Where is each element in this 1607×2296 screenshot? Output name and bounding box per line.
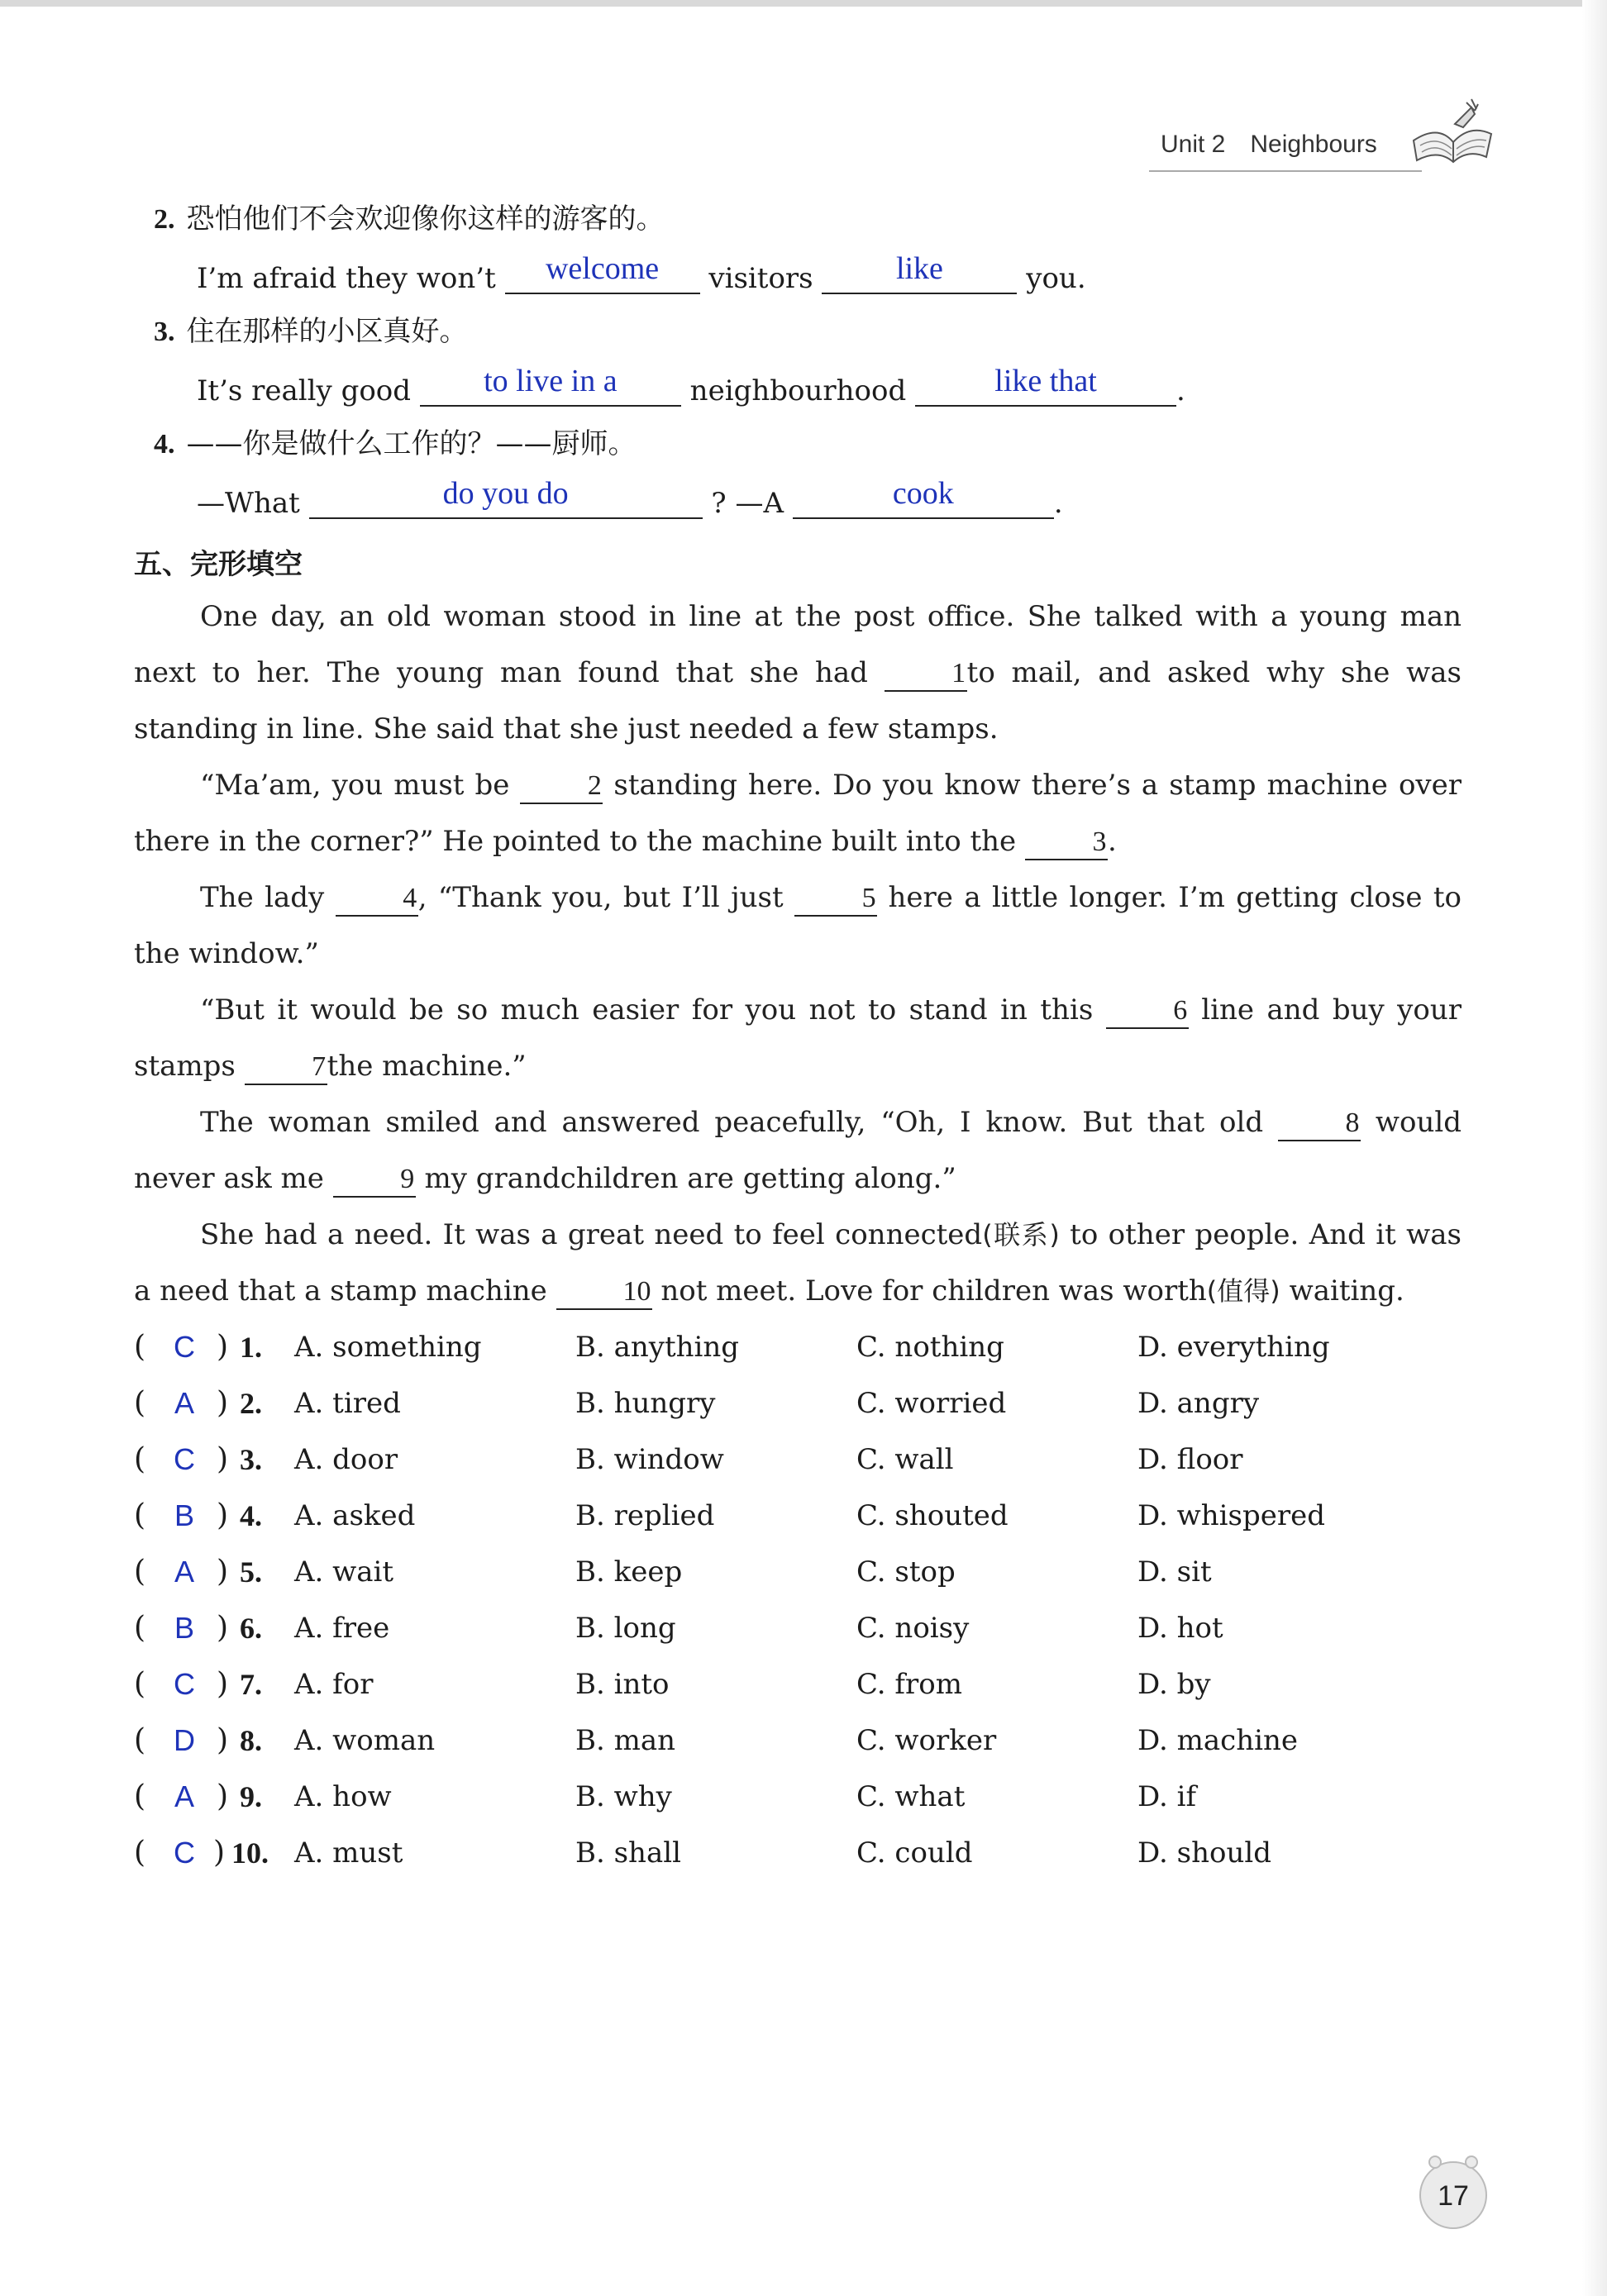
option-c[interactable]: C. worker [856, 1724, 997, 1757]
question-number: 2. [240, 1387, 262, 1420]
passage-paragraph-3: The lady 4, “Thank you, but I’ll just 5 here a little longer. I’m getting close to the window.” [134, 881, 1462, 970]
question-row: ( C ) 3. A. door B. window C. wall D. floor [134, 1435, 1457, 1484]
cloze-blank-6: 6 [1106, 994, 1189, 1029]
header-rule [1149, 170, 1422, 172]
option-b[interactable]: B. anything [575, 1331, 740, 1364]
option-a[interactable]: A. for [294, 1668, 374, 1701]
question-number: 1. [240, 1331, 262, 1364]
cloze-blank-3: 3 [1025, 826, 1108, 860]
option-b[interactable]: B. replied [575, 1499, 715, 1532]
translation-item-3-prompt: 3. 住在那样的小区真好。 [154, 315, 468, 348]
option-d[interactable]: D. by [1137, 1668, 1211, 1701]
scan-right-edge [1582, 0, 1607, 2296]
question-number: 6. [240, 1612, 262, 1645]
option-b[interactable]: B. man [575, 1724, 676, 1757]
option-d[interactable]: D. hot [1137, 1612, 1223, 1645]
option-d[interactable]: D. floor [1137, 1443, 1243, 1476]
open-book-icon [1405, 91, 1496, 174]
question-row: ( A ) 5. A. wait B. keep C. stop D. sit [134, 1547, 1457, 1597]
answer-blank[interactable] [793, 476, 1054, 519]
option-c[interactable]: C. what [856, 1780, 966, 1813]
option-b[interactable]: B. keep [575, 1555, 683, 1589]
option-b[interactable]: B. shall [575, 1836, 681, 1870]
unit-title: Neighbours [1250, 131, 1377, 158]
handwritten-answer: cook [892, 476, 954, 511]
option-b[interactable]: B. long [575, 1612, 676, 1645]
cloze-blank-10: 10 [556, 1275, 652, 1310]
passage-paragraph-2: “Ma’am, you must be 2 standing here. Do you know there’s a stamp machine over there in the corner?” He pointed to the machine built into the 3. [134, 757, 1462, 869]
option-d[interactable]: D. machine [1137, 1724, 1299, 1757]
question-number: 9. [240, 1780, 262, 1813]
handwritten-answer: like [895, 251, 943, 286]
passage-paragraph-1: One day, an old woman stood in line at the post office. She talked with a young man next to her. The young man found that she had 1to mail, and asked why she was standing in line. She said that she just needed a few stamps. [134, 600, 1462, 745]
question-row: ( C ) 10. A. must B. shall C. could D. should [134, 1828, 1457, 1878]
option-c[interactable]: C. wall [856, 1443, 954, 1476]
cloze-blank-5: 5 [794, 882, 877, 917]
question-number: 5. [240, 1555, 262, 1589]
question-number: 10. [231, 1836, 269, 1870]
translation-item-2-prompt: 2. 恐怕他们不会欢迎像你这样的游客的。 [154, 202, 665, 236]
option-c[interactable]: C. stop [856, 1555, 956, 1589]
page-number: 17 [1438, 2180, 1469, 2212]
answer-blank[interactable] [915, 364, 1176, 407]
option-c[interactable]: C. nothing [856, 1331, 1004, 1364]
question-row: ( D ) 8. A. woman B. man C. worker D. machine [134, 1716, 1457, 1765]
option-a[interactable]: A. door [294, 1443, 398, 1476]
handwritten-answer: welcome [545, 251, 660, 286]
section-title: 五、完形填空 [134, 548, 303, 581]
question-row: ( C ) 1. A. something B. anything C. nothing D. everything [134, 1322, 1457, 1372]
selected-answer[interactable]: C [174, 1330, 195, 1364]
handwritten-answer: do you do [442, 476, 569, 511]
option-c[interactable]: C. worried [856, 1387, 1007, 1420]
cloze-blank-8: 8 [1278, 1107, 1361, 1141]
question-number: 3. [240, 1443, 262, 1476]
option-c[interactable]: C. from [856, 1668, 962, 1701]
cloze-blank-4: 4 [336, 882, 418, 917]
option-a[interactable]: A. how [294, 1780, 392, 1813]
question-row: ( A ) 9. A. how B. why C. what D. if [134, 1772, 1457, 1822]
option-d[interactable]: D. should [1137, 1836, 1272, 1870]
option-a[interactable]: A. wait [294, 1555, 394, 1589]
question-number: 8. [240, 1724, 262, 1757]
option-c[interactable]: C. noisy [856, 1612, 970, 1645]
unit-label: Unit 2 [1161, 131, 1226, 158]
selected-answer[interactable]: B [174, 1498, 194, 1532]
translation-item-2-sentence: I’m afraid they won’t welcome visitors like you. [197, 251, 1086, 295]
question-row: ( B ) 6. A. free B. long C. noisy D. hot [134, 1603, 1457, 1653]
option-b[interactable]: B. window [575, 1443, 724, 1476]
option-d[interactable]: D. if [1137, 1780, 1197, 1813]
selected-answer[interactable]: D [174, 1723, 195, 1757]
passage-paragraph-4: “But it would be so much easier for you not to stand in this 6 line and buy your stamps 7the machine.” [134, 982, 1462, 1094]
selected-answer[interactable]: C [174, 1442, 195, 1476]
running-header [1161, 131, 1377, 159]
cloze-blank-9: 9 [333, 1163, 416, 1198]
answer-blank[interactable] [505, 251, 700, 294]
option-a[interactable]: A. something [294, 1331, 482, 1364]
scan-top-edge [0, 0, 1607, 7]
option-a[interactable]: A. woman [294, 1724, 436, 1757]
option-a[interactable]: A. asked [294, 1499, 416, 1532]
option-d[interactable]: D. everything [1137, 1331, 1330, 1364]
option-c[interactable]: C. shouted [856, 1499, 1009, 1532]
option-c[interactable]: C. could [856, 1836, 973, 1870]
translation-item-3-sentence: It’s really good to live in a neighbourhood like that . [197, 364, 1185, 407]
selected-answer[interactable]: B [174, 1611, 194, 1645]
passage-paragraph-5: The woman smiled and answered peacefully, “Oh, I know. But that old 8 would never ask me 9 my grandchildren are getting along.” [134, 1094, 1462, 1207]
question-row: ( B ) 4. A. asked B. replied C. shouted D. whispered [134, 1491, 1457, 1541]
selected-answer[interactable]: A [174, 1779, 194, 1813]
selected-answer[interactable]: C [174, 1836, 195, 1870]
translation-item-4-sentence: —What do you do ? —A cook . [197, 476, 1063, 520]
question-row: ( A ) 2. A. tired B. hungry C. worried D. angry [134, 1379, 1457, 1428]
selected-answer[interactable]: A [174, 1555, 194, 1589]
option-b[interactable]: B. into [575, 1668, 670, 1701]
cloze-blank-7: 7 [245, 1050, 327, 1085]
option-a[interactable]: A. free [294, 1612, 390, 1645]
passage-paragraph-6: She had a need. It was a great need to feel connected(联系) to other people. And it was a need that a stamp machine 10 not meet. Love for children was worth(值得) waiting. [134, 1207, 1462, 1319]
question-number: 7. [240, 1668, 262, 1701]
handwritten-answer: like that [994, 364, 1097, 398]
page-number-badge [1410, 2149, 1496, 2235]
answer-blank[interactable] [420, 364, 681, 407]
option-a[interactable]: A. must [294, 1836, 403, 1870]
answer-blank[interactable] [309, 476, 703, 519]
translation-item-4-prompt: 4. ——你是做什么工作的？——厨师。 [154, 427, 637, 460]
cloze-blank-1: 1 [885, 657, 967, 692]
option-b[interactable]: B. hungry [575, 1387, 716, 1420]
option-b[interactable]: B. why [575, 1780, 672, 1813]
selected-answer[interactable]: A [174, 1386, 194, 1420]
option-d[interactable]: D. angry [1137, 1387, 1260, 1420]
option-d[interactable]: D. sit [1137, 1555, 1212, 1589]
selected-answer[interactable]: C [174, 1667, 195, 1701]
question-row: ( C ) 7. A. for B. into C. from D. by [134, 1660, 1457, 1709]
answer-blank[interactable] [822, 251, 1017, 294]
question-number: 4. [240, 1499, 262, 1532]
handwritten-answer: to live in a [484, 364, 618, 398]
cloze-blank-2: 2 [520, 769, 603, 804]
option-d[interactable]: D. whispered [1137, 1499, 1326, 1532]
option-a[interactable]: A. tired [294, 1387, 401, 1420]
